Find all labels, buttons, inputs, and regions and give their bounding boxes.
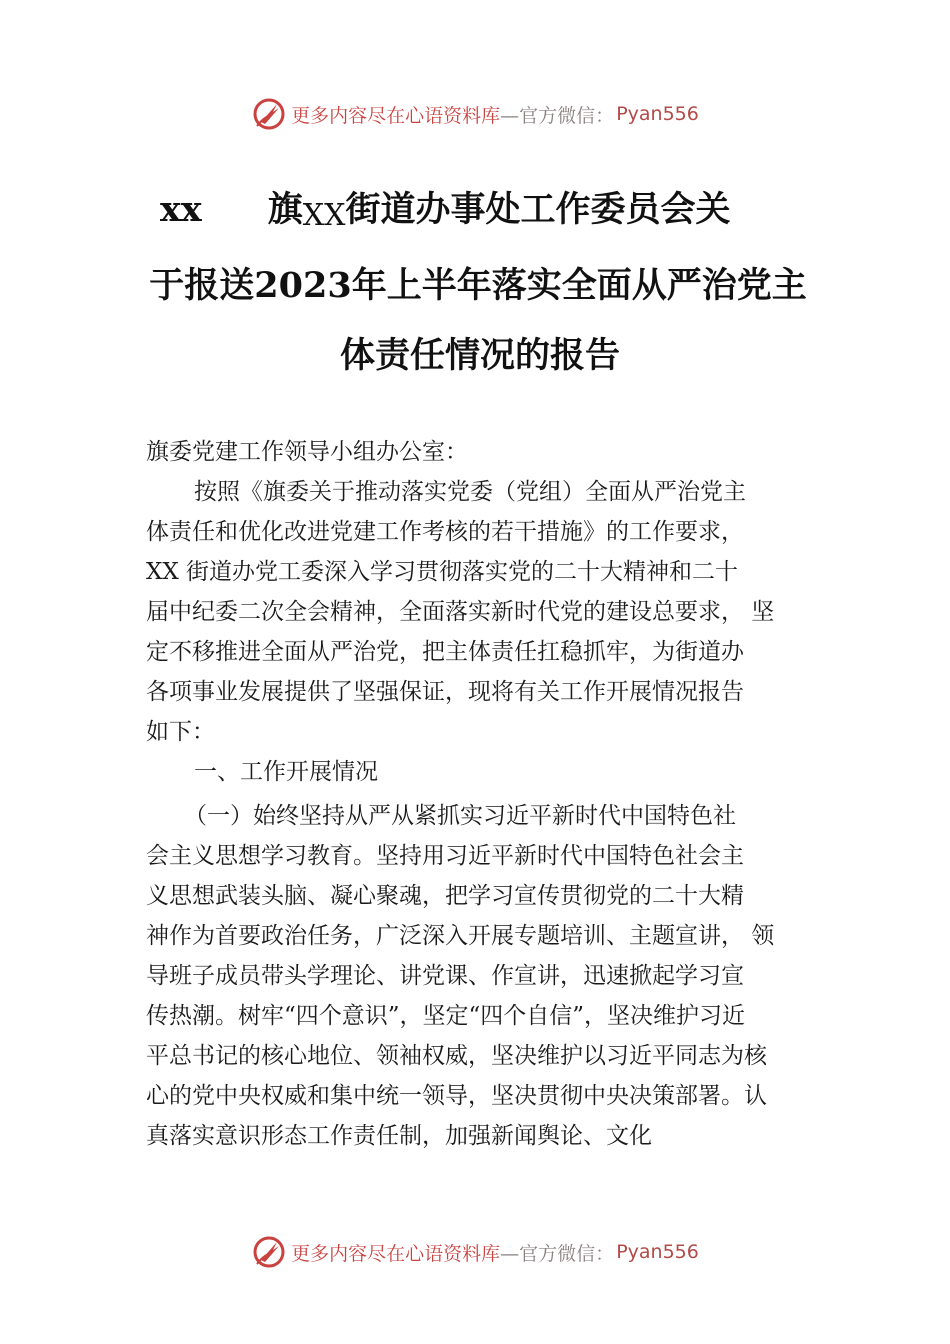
paragraph-1-line: 如下： xyxy=(146,719,215,745)
title-banner-word: 旗 xyxy=(267,189,303,230)
document-body-section-1 xyxy=(146,796,818,1156)
watermark-separator-text: —官方微信： xyxy=(500,104,615,127)
paragraph-1-line: 各项事业发展提供了坚强保证，现将有关工作开展情况报告 xyxy=(146,679,744,705)
document-title-line-2: 于报送2023年上半年落实全面从严治党主 xyxy=(149,265,807,306)
title-line-1-rest: 街道办事处工作委员会关 xyxy=(345,189,731,230)
watermark-banner-top xyxy=(0,94,950,134)
paragraph-2-line: 义思想武装头脑、凝心聚魂，把学习宣传贯彻党的二十大精 xyxy=(146,883,744,909)
paragraph-1-line: 体责任和优化改进党建工作考核的若干措施》的工作要求， xyxy=(146,519,744,545)
document-title-line-3: 体责任情况的报告 xyxy=(339,335,620,376)
document-title-line-1 xyxy=(160,189,840,233)
paragraph-2-line: 导班子成员带头学理论、讲党课、作宣讲，迅速掀起学习宣 xyxy=(146,963,744,989)
watermark-wechat-id: Pyan556 xyxy=(616,1241,699,1263)
watermark-wechat-id: Pyan556 xyxy=(616,103,699,125)
title-xx-placeholder: XX xyxy=(302,198,346,233)
quill-logo-icon xyxy=(251,96,287,132)
addressee-line: 旗委党建工作领导小组办公室： xyxy=(146,439,468,465)
section-heading: 一、工作开展情况 xyxy=(194,759,378,785)
paragraph-1-line: 定不移推进全面从严治党，把主体责任扛稳抓牢，为街道办 xyxy=(146,639,744,665)
title-redacted-prefix: xx xyxy=(160,189,202,230)
paragraph-2-line: 传热潮。树牢“四个意识”，坚定“四个自信”，坚决维护习近 xyxy=(146,1003,746,1029)
paragraph-1-line: 届中纪委二次全会精神，全面落实新时代党的建设总要求， 坚 xyxy=(146,599,775,625)
paragraph-2-line: 神作为首要政治任务，广泛深入开展专题培训、主题宣讲， 领 xyxy=(146,923,775,949)
document-body xyxy=(146,432,818,792)
watermark-separator-text: —官方微信： xyxy=(500,1242,615,1265)
paragraph-2-line: 心的党中央权威和集中统一领导，坚决贯彻中央决策部署。认 xyxy=(146,1083,767,1109)
paragraph-2-line: 会主义思想学习教育。坚持用习近平新时代中国特色社会主 xyxy=(146,843,744,869)
paragraph-1-line: XX 街道办党工委深入学习贯彻落实党的二十大精神和二十 xyxy=(146,559,739,585)
paragraph-2-line: 真落实意识形态工作责任制，加强新闻舆论、文化 xyxy=(146,1123,652,1149)
paragraph-2-line: 平总书记的核心地位、领袖权威，坚决维护以习近平同志为核 xyxy=(146,1043,767,1069)
watermark-main-text: 更多内容尽在心语资料库 xyxy=(291,104,501,127)
paragraph-1-line: 按照《旗委关于推动落实党委（党组）全面从严治党主 xyxy=(194,479,746,505)
quill-logo-icon xyxy=(251,1234,287,1270)
watermark-main-text: 更多内容尽在心语资料库 xyxy=(291,1242,501,1265)
watermark-banner-bottom xyxy=(0,1232,950,1272)
paragraph-2-line: （一）始终坚持从严从紧抓实习近平新时代中国特色社 xyxy=(184,803,736,829)
